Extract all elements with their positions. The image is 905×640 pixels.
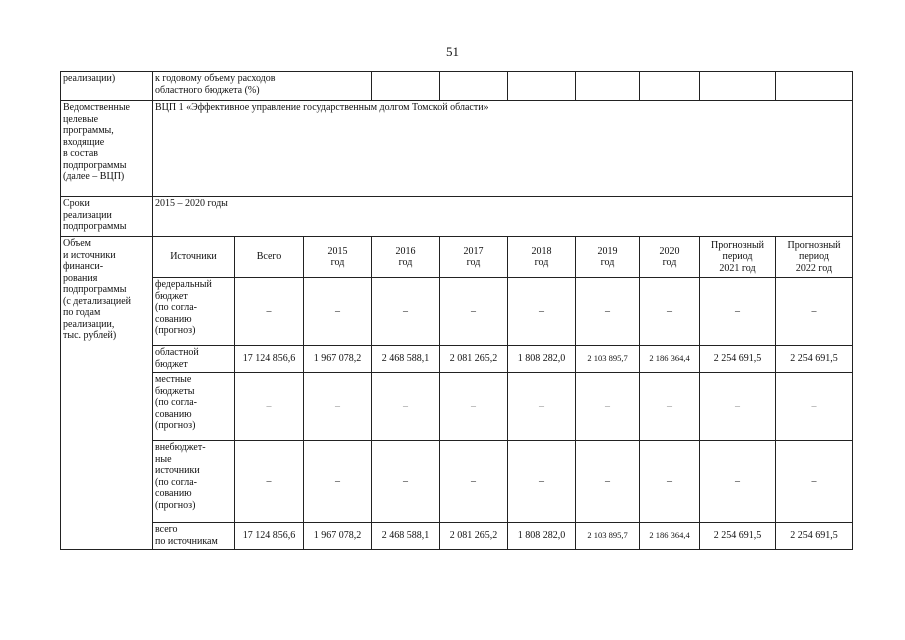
header-2015: 2015 год	[304, 237, 372, 278]
table-row	[61, 278, 853, 346]
table-row	[61, 197, 853, 237]
source-cell: федеральный бюджет (по согла- сованию (прогноз)	[153, 278, 235, 346]
value-cell: –	[440, 373, 508, 441]
value-cell: 2 254 691,5	[700, 523, 776, 550]
empty-cell	[700, 72, 776, 101]
value-cell: 2 468 588,1	[372, 346, 440, 373]
value-cell: –	[235, 441, 304, 523]
value-cell: 17 124 856,6	[235, 346, 304, 373]
header-2022: Прогнозный период 2022 год	[776, 237, 853, 278]
value-cell: –	[508, 278, 576, 346]
value-cell: –	[776, 278, 853, 346]
table-row	[61, 441, 853, 523]
value-cell: –	[508, 373, 576, 441]
value-cell: –	[440, 441, 508, 523]
header-2020: 2020 год	[640, 237, 700, 278]
value-cell: –	[576, 278, 640, 346]
empty-cell	[372, 72, 440, 101]
value-cell: –	[235, 278, 304, 346]
value-cell: 2 186 364,4	[640, 346, 700, 373]
value-cell: –	[508, 441, 576, 523]
value-cell: –	[235, 373, 304, 441]
value-cell: 2 468 588,1	[372, 523, 440, 550]
row-label: Объем и источники финанси- рования подпрограммы (с детализацией по годам реализации, тыс. рублей)	[61, 237, 153, 550]
value-cell: –	[776, 373, 853, 441]
header-2016: 2016 год	[372, 237, 440, 278]
value-cell: –	[640, 278, 700, 346]
empty-cell	[776, 72, 853, 101]
value-cell: 2 081 265,2	[440, 523, 508, 550]
source-cell: всего по источникам	[153, 523, 235, 550]
value-cell: –	[304, 278, 372, 346]
empty-cell	[440, 72, 508, 101]
table-row	[61, 346, 853, 373]
source-cell: внебюджет- ные источники (по согла- сованию (прогноз)	[153, 441, 235, 523]
value-cell: 1 967 078,2	[304, 523, 372, 550]
value-cell: –	[640, 441, 700, 523]
value-cell: –	[576, 373, 640, 441]
value-cell: 2 103 895,7	[576, 523, 640, 550]
value-cell: 2 254 691,5	[700, 346, 776, 373]
table-row	[61, 373, 853, 441]
value-cell: –	[304, 441, 372, 523]
page-number: 51	[446, 44, 459, 59]
value-cell: 2 254 691,5	[776, 523, 853, 550]
table-row	[61, 72, 853, 101]
header-2019: 2019 год	[576, 237, 640, 278]
value-cell: –	[776, 441, 853, 523]
value-cell: –	[372, 373, 440, 441]
value-cell: –	[700, 441, 776, 523]
value-cell: 2 103 895,7	[576, 346, 640, 373]
value-cell: 1 808 282,0	[508, 523, 576, 550]
empty-cell	[508, 72, 576, 101]
value-cell: –	[576, 441, 640, 523]
value-cell: –	[640, 373, 700, 441]
value-cell: –	[372, 441, 440, 523]
table-row	[61, 523, 853, 550]
header-total: Всего	[235, 237, 304, 278]
row-label: Ведомственные целевые программы, входящие в состав подпрограммы (далее – ВЦП)	[61, 101, 153, 197]
row-text: ВЦП 1 «Эффективное управление государственным долгом Томской области»	[153, 101, 853, 197]
value-cell: 1 967 078,2	[304, 346, 372, 373]
row-text: 2015 – 2020 годы	[153, 197, 853, 237]
value-cell: –	[700, 373, 776, 441]
value-cell: –	[440, 278, 508, 346]
value-cell: –	[372, 278, 440, 346]
source-cell: местные бюджеты (по согла- сованию (прогноз)	[153, 373, 235, 441]
source-cell: областной бюджет	[153, 346, 235, 373]
header-source: Источники	[153, 237, 235, 278]
table-row	[61, 101, 853, 197]
value-cell: 17 124 856,6	[235, 523, 304, 550]
value-cell: 2 254 691,5	[776, 346, 853, 373]
header-2018: 2018 год	[508, 237, 576, 278]
value-cell: –	[700, 278, 776, 346]
subprogram-passport-table	[60, 71, 853, 550]
header-2017: 2017 год	[440, 237, 508, 278]
value-cell: 1 808 282,0	[508, 346, 576, 373]
header-2021: Прогнозный период 2021 год	[700, 237, 776, 278]
row-text: к годовому объему расходов областного бюджета (%)	[153, 72, 372, 101]
table-header-row	[61, 237, 853, 278]
value-cell: –	[304, 373, 372, 441]
row-label: Сроки реализации подпрограммы	[61, 197, 153, 237]
row-label: реализации)	[61, 72, 153, 101]
value-cell: 2 081 265,2	[440, 346, 508, 373]
empty-cell	[576, 72, 640, 101]
empty-cell	[640, 72, 700, 101]
value-cell: 2 186 364,4	[640, 523, 700, 550]
